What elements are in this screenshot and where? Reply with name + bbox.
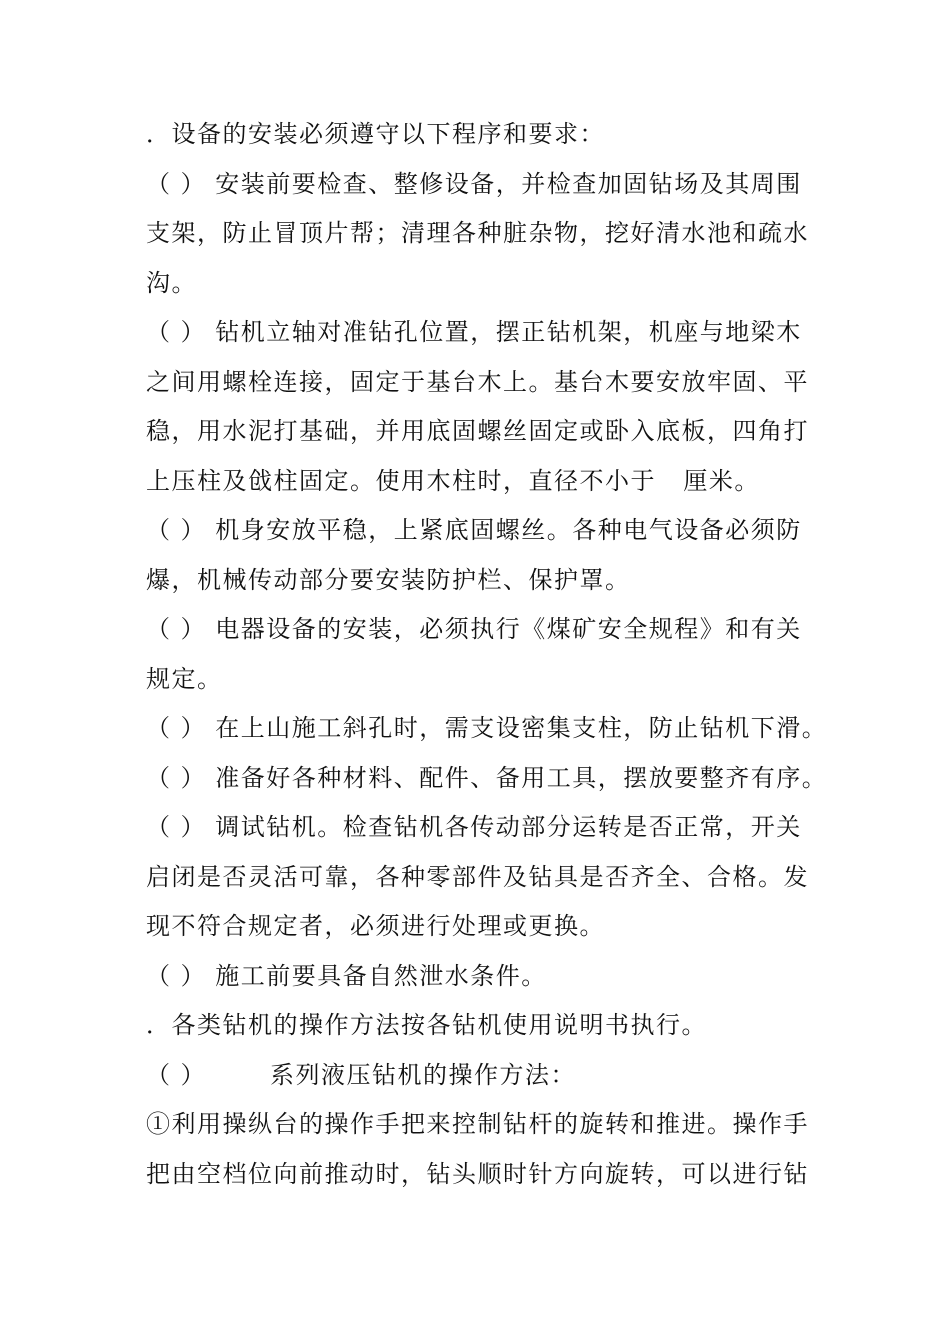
text-line-5: （ ） 钻机立轴对准钻孔位置，摆正钻机架，机座与地梁木	[146, 318, 802, 346]
text-line-21: ①利用操纵台的操作手把来控制钻杆的旋转和推进。操作手	[146, 1110, 809, 1138]
text-line-12: 规定。	[146, 664, 223, 693]
text-line-8: 上压柱及戗柱固定。使用木柱时，直径不小于 厘米。	[146, 466, 760, 495]
document-body	[146, 110, 828, 1199]
text-line-4: 沟。	[146, 268, 197, 297]
text-line-11: （ ） 电器设备的安装，必须执行《煤矿安全规程》和有关	[146, 615, 802, 643]
text-line-18: （ ） 施工前要具备自然泄水条件。	[146, 961, 547, 990]
text-line-16: 启闭是否灵活可靠，各种零部件及钻具是否齐全、合格。发	[146, 862, 809, 891]
text-line-7: 稳，用水泥打基础，并用底固螺丝固定或卧入底板，四角打	[146, 417, 809, 445]
text-line-10: 爆，机械传动部分要安装防护栏、保护罩。	[146, 565, 631, 594]
text-line-20: （ ） 系列液压钻机的操作方法：	[146, 1060, 577, 1089]
text-line-1: ．设备的安装必须遵守以下程序和要求：	[146, 120, 605, 148]
text-line-3: 支架，防止冒顶片帮；清理各种脏杂物，挖好清水池和疏水	[146, 219, 809, 247]
text-line-13: （ ） 在上山施工斜孔时，需支设密集支柱，防止钻机下滑。	[146, 714, 828, 742]
text-line-17: 现不符合规定者，必须进行处理或更换。	[146, 912, 605, 940]
text-line-19: ．各类钻机的操作方法按各钻机使用说明书执行。	[146, 1011, 707, 1039]
text-line-2: （ ） 安装前要检查、整修设备，并检查加固钻场及其周围	[146, 169, 802, 198]
text-line-9: （ ） 机身安放平稳，上紧底固螺丝。各种电气设备必须防	[146, 516, 802, 544]
text-line-6: 之间用螺栓连接，固定于基台木上。基台木要安放牢固、平	[146, 367, 809, 396]
text-line-22: 把由空档位向前推动时，钻头顺时针方向旋转，可以进行钻	[146, 1159, 809, 1188]
text-line-14: （ ） 准备好各种材料、配件、备用工具，摆放要整齐有序。	[146, 763, 828, 792]
text-line-15: （ ） 调试钻机。检查钻机各传动部分运转是否正常，开关	[146, 813, 802, 841]
